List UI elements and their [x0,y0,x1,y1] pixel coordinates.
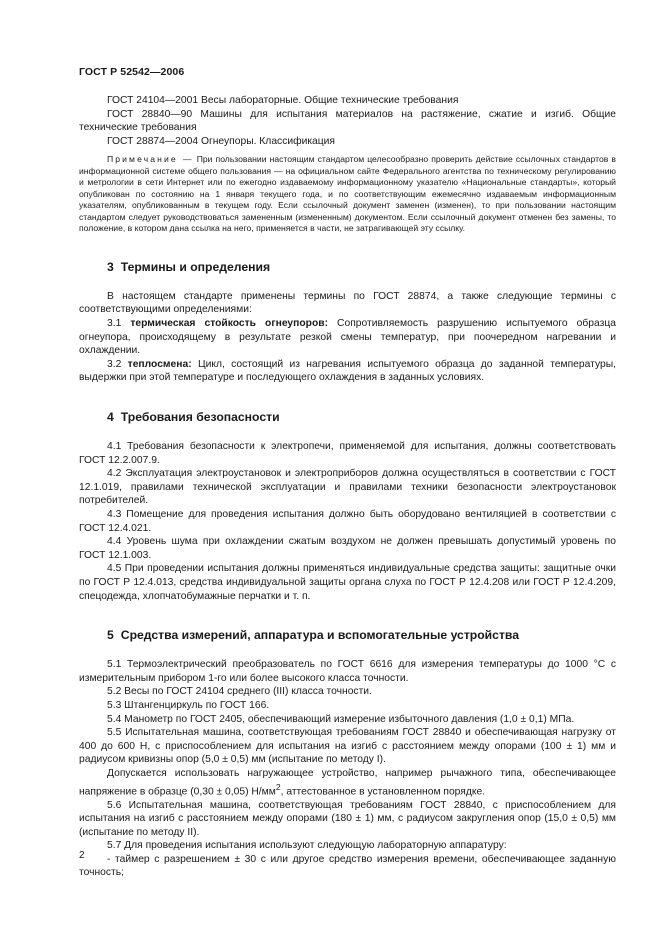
note-label: Примечание — [107,154,194,165]
clause: 4.1 Требования безопасности к электропечи, применяемой для испытания, должны соответствовать ГОСТ 12.2.007.9. [79,441,616,466]
clause: 5.7 Для проведения испытания используют следующую лабораторную аппаратуру: [107,840,507,852]
clause-number: 3.1 [107,318,122,330]
section-heading [79,259,616,275]
clause: 5.6 Испытательная машина, соответствующая требованиям ГОСТ 28840, с приспособлением для испытания на изгиб с расстоянием между опорами (180 ± 1) мм, с радиусом закругления опор (15,0 ± 0,5) мм (испытание по методу II). [79,799,616,838]
clause: 4.3 Помещение для проведения испытания должно быть оборудовано вентиляцией в соответствии с ГОСТ 12.4.021. [79,509,616,534]
section-number: 5 [107,628,114,643]
paragraph-text: Допускается использовать нагружающее устройство, например рычажного типа, обеспечивающее напряжение в образце (0,30 ± 0,05) Н/мм [79,767,616,797]
list-item: - таймер с разрешением ± 30 с или другое средство измерения времени, обеспечивающее заданную точность; [79,853,616,879]
note-text: При пользовании настоящим стандартом целесообразно проверить действие ссылочных стандартов в информационной системе общего пользования — на официальном сайте Федерального агентства по техническому регулированию и метрологии в сети Интернет или по ежегодно издаваемому информационному указателю «Национальные стандарты», который опубликован по состоянию на 1 января текущего года, и по соответствующим ежемесячно издаваемым информационным указателям, опубликованным в текущем году. Если ссылочный документ заменен (изменен), то при пользовании настоящим стандартом следует руководствоваться замененным (измененным) документом. Если ссылочный документ отменен без замены, то положение, в котором дана ссылка на него, применяется в части, не затрагивающей эту ссылку. [79,154,616,234]
paragraph [79,767,616,799]
term-text: Цикл, состоящий из нагревания испытуемого образца до заданной температуры, выдержки при этой температуре и последующего охлаждения в заданных условиях. [79,358,616,384]
clause: 4.2 Эксплуатация электроустановок и электроприборов должна осуществляться в соответствии с ГОСТ 12.1.019, правилами технической эксплуатации и правилами техники безопасности электроустановок потребителей. [79,468,616,507]
section-title: Средства измерений, аппаратура и вспомогательные устройства [120,628,520,643]
term-definition [79,358,616,385]
section-number: 4 [107,410,114,425]
term-definition [79,317,616,358]
clause: 5.3 Штангенциркуль по ГОСТ 166. [107,699,270,711]
clause: 4.4 Уровень шума при охлаждении сжатым воздухом не должен превышать допустимый уровень по ГОСТ 12.1.003. [79,536,616,561]
clause: 5.2 Весы по ГОСТ 24104 среднего (III) класса точности. [107,686,372,698]
section-title: Термины и определения [120,259,271,274]
section-title: Требования безопасности [120,410,280,425]
paragraph: В настоящем стандарте применены термины по ГОСТ 28874, а также следующие термины с соответствующими определениями: [79,290,616,316]
reference-line: ГОСТ 28840—90 Машины для испытания материалов на растяжение, сжатие и изгиб. Общие технические требования [79,108,616,134]
page-number: 2 [79,850,85,861]
section-number: 3 [107,259,114,274]
term-text: Сопротивляемость разрушению испытуемого образца огнеупора, происходящему в результате резкой смены температур, при поочередном нагревании и охлаждении. [79,318,616,357]
clause: 5.4 Манометр по ГОСТ 2405, обеспечивающий измерение избыточного давления (1,0 ± 0,1) МПа. [107,713,575,725]
reference-line: ГОСТ 24104—2001 Весы лабораторные. Общие технические требования [107,95,459,106]
page-content [79,94,616,880]
term-name: термическая стойкость огнеупоров: [130,318,328,330]
clause: 5.5 Испытательная машина, соответствующая требованиям ГОСТ 28840 и обеспечивающая нагрузку от 400 до 600 Н, с приспособлением для испытания на изгиб с расстоянием между опорами (100 ± 1) мм и радиусом кривизны опор (5,0 ± 0,5) мм (испытание по методу I). [79,727,616,766]
section-heading [79,627,616,643]
reference-line: ГОСТ 28874—2004 Огнеупоры. Классификация [107,135,335,147]
running-header: ГОСТ Р 52542—2006 [79,66,185,78]
clause: 5.1 Термоэлектрический преобразователь по ГОСТ 6616 для измерения температуры до 1000 °С с измерительным прибором 1-го или более высокого класса точности. [79,659,616,684]
clause-number: 3.2 [107,358,122,370]
section-heading [79,409,616,425]
paragraph-text: , аттестованное в установленном порядке. [280,785,486,797]
clause: 4.5 При проведении испытания должны применяться индивидуальные средства защиты: защитные очки по ГОСТ Р 12.4.013, средства индивидуальной защиты органа слуха по ГОСТ Р 12.4.208 или ГОСТ Р 12.4.209, спецодежда, хлопчатобумажные перчатки и т. п. [79,563,616,602]
term-name: теплосмена: [127,358,192,370]
superscript: 2 [275,781,281,792]
note-paragraph [79,154,616,235]
